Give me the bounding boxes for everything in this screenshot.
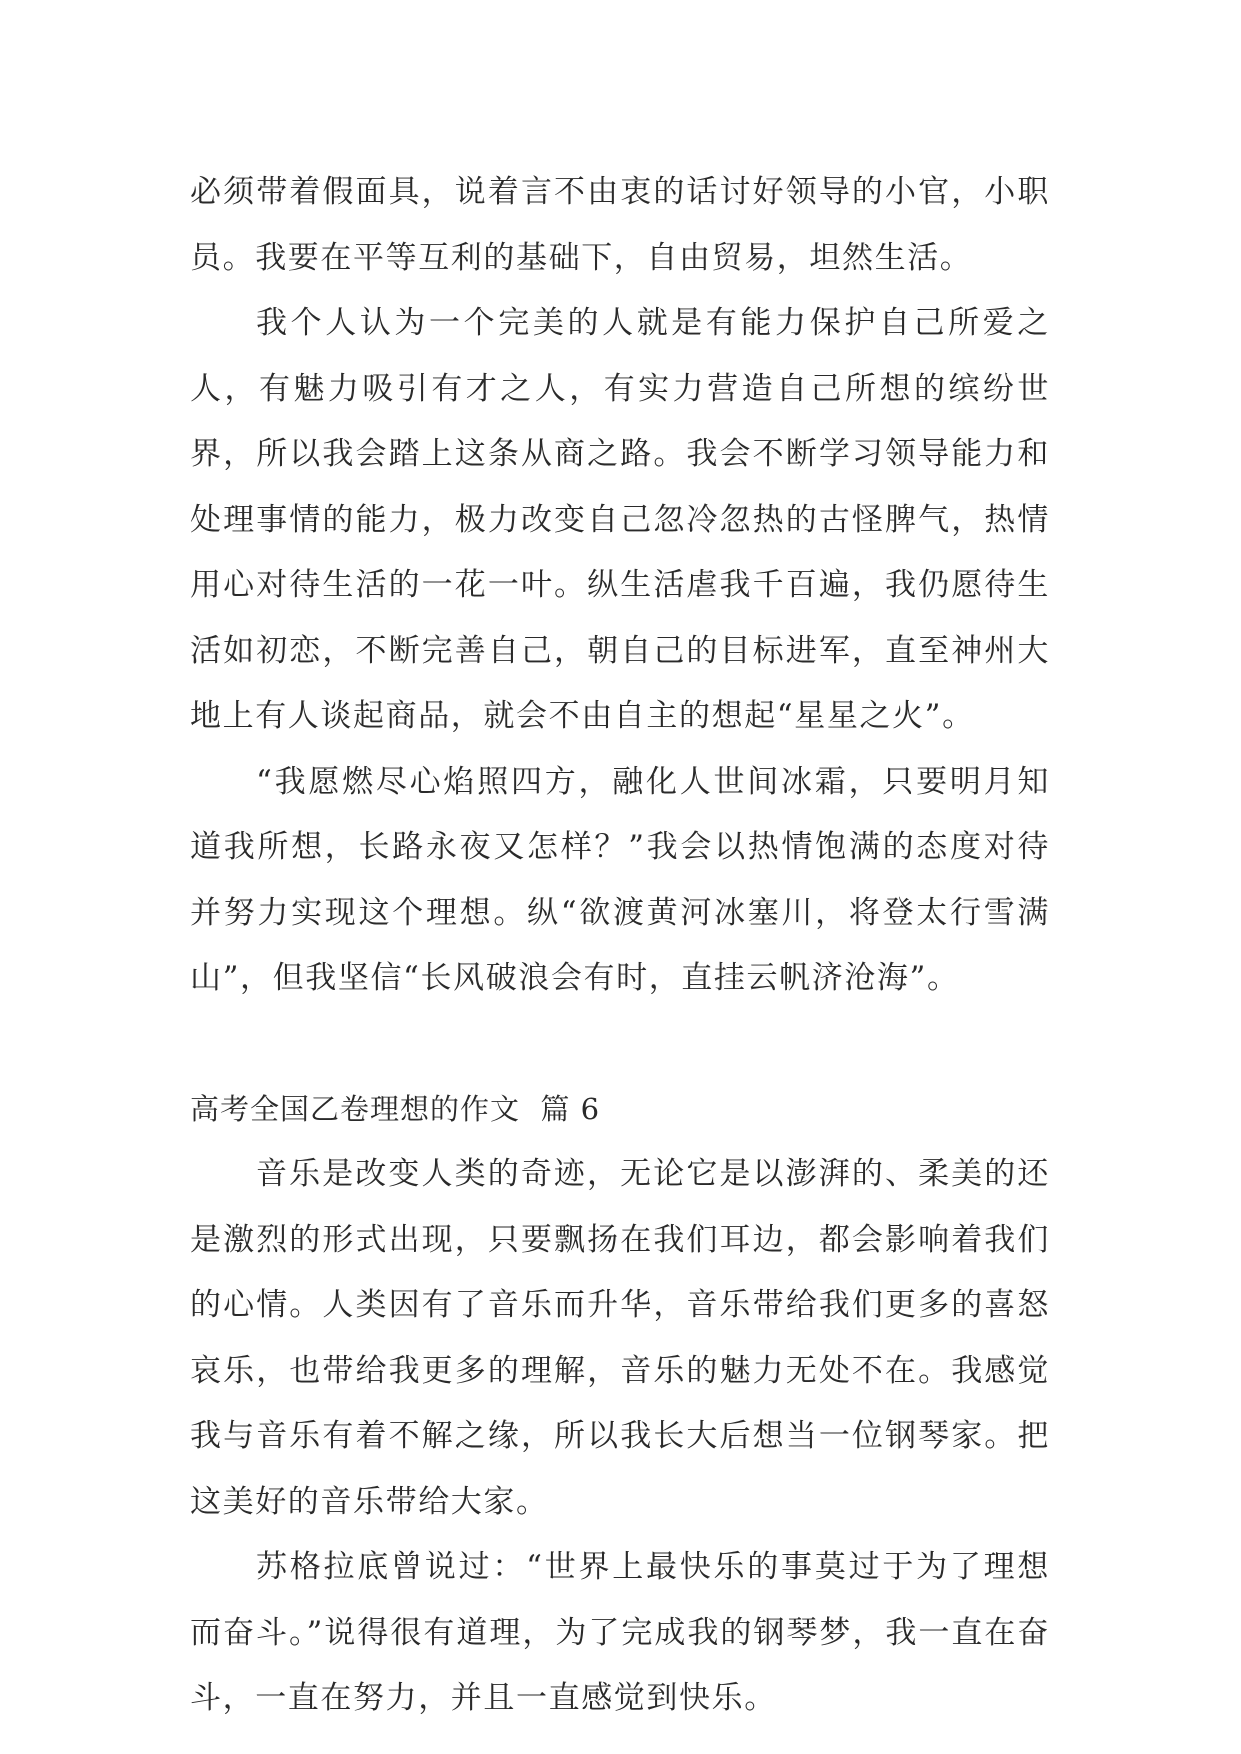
paragraph-continued: 必须带着假面具，说着言不由衷的话讨好领导的小官，小职员。我要在平等互利的基础下，自由贸易，坦然生活。 [190, 174, 1050, 276]
paragraph-quote-ideal: “我愿燃尽心焰照四方，融化人世间冰霜，只要明月知道我所想，长路永夜又怎样？”我会以热情饱满的态度对待并努力实现这个理想。纵“欲渡黄河冰塞川，将登太行雪满山”，但我坚信“长风破浪会有时，直挂云帆济沧海”。 [190, 763, 1050, 996]
document-page [190, 160, 1050, 1732]
paragraph-perfect-person: 我个人认为一个完美的人就是有能力保护自己所爱之人，有魅力吸引有才之人，有实力营造自己所想的缤纷世界，所以我会踏上这条从商之路。我会不断学习领导能力和处理事情的能力，极力改变自己忽冷忽热的古怪脾气，热情用心对待生活的一花一叶。纵生活虐我千百遍，我仍愿待生活如初恋，不断完善自己，朝自己的目标进军，直至神州大地上有人谈起商品，就会不由自主的想起“星星之火”。 [190, 305, 1050, 734]
section-heading: 高考全国乙卷理想的作文 篇 6 [190, 1091, 601, 1126]
paragraph-socrates: 苏格拉底曾说过：“世界上最快乐的事莫过于为了理想而奋斗。”说得很有道理，为了完成我的钢琴梦，我一直在奋斗，一直在努力，并且一直感觉到快乐。 [190, 1549, 1050, 1716]
paragraph-music: 音乐是改变人类的奇迹，无论它是以澎湃的、柔美的还是激烈的形式出现，只要飘扬在我们耳边，都会影响着我们的心情。人类因有了音乐而升华，音乐带给我们更多的喜怒哀乐，也带给我更多的理解，音乐的魅力无处不在。我感觉我与音乐有着不解之缘，所以我长大后想当一位钢琴家。把这美好的音乐带给大家。 [190, 1156, 1050, 1520]
